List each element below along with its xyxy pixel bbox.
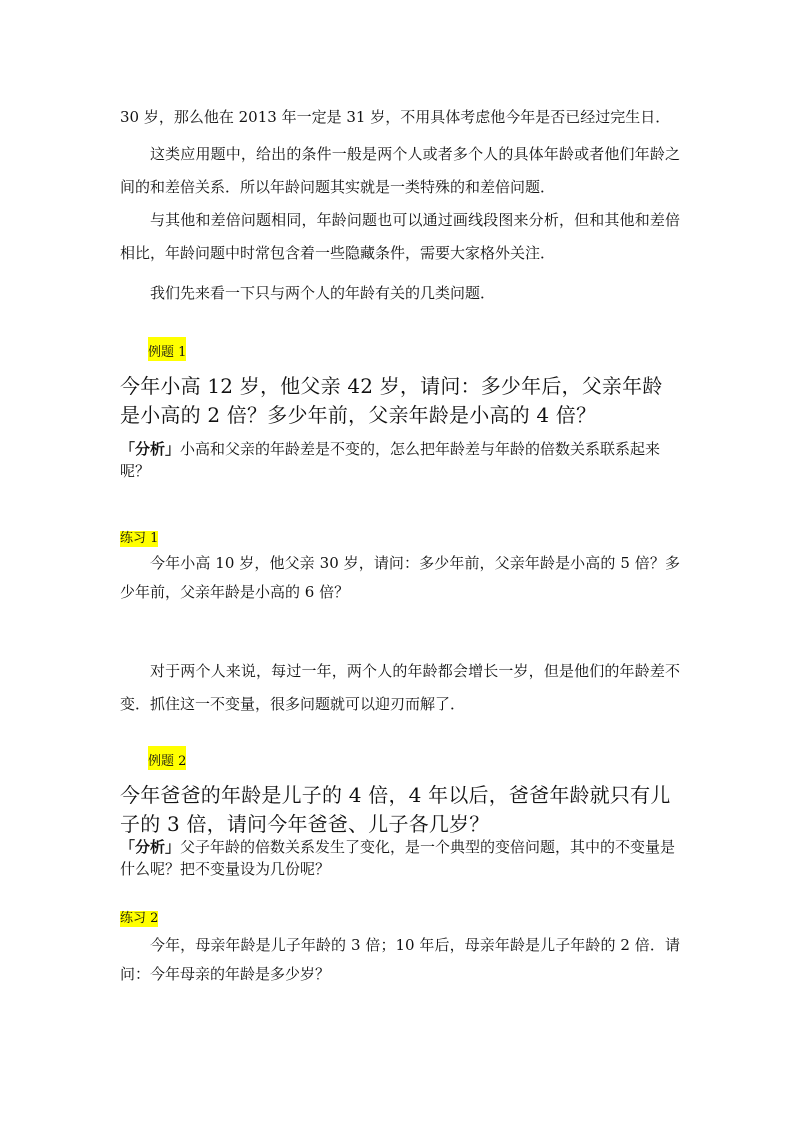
example-1-question: 今年小高 12 岁，他父亲 42 岁，请问：多少年后，父亲年龄是小高的 2 倍？多少年前，父亲年龄是小高的 4 倍？ [120,374,663,427]
example-1-analysis [120,438,680,482]
example-2-label: 例题 2 [148,746,186,770]
practice-1-text: 今年小高 10 岁，他父亲 30 岁，请问：多少年前，父亲年龄是小高的 5 倍？多少年前，父亲年龄是小高的 6 倍？ [120,554,680,601]
example-1-label: 例题 1 [148,337,186,361]
analysis-text: 父子年龄的倍数关系发生了变化，是一个典型的变倍问题，其中的不变量是什么呢？把不变量设为几份呢？ [120,838,676,878]
middle-paragraph: 对于两个人来说，每过一年，两个人的年龄都会增长一岁，但是他们的年龄差不变．抓住这一不变量，很多问题就可以迎刃而解了． [120,662,680,713]
practice-2-text: 今年，母亲年龄是儿子年龄的 3 倍；10 年后，母亲年龄是儿子年龄的 2 倍．请问：今年母亲的年龄是多少岁？ [120,936,680,983]
intro-paragraph-2: 这类应用题中，给出的条件一般是两个人或者多个人的具体年龄或者他们年龄之间的和差倍关系．所以年龄问题其实就是一类特殊的和差倍问题． [120,145,680,196]
practice-1-label: 练习 1 [120,531,159,546]
example-2-question: 今年爸爸的年龄是儿子的 4 倍，4 年以后，爸爸年龄就只有儿子的 3 倍，请问今年爸爸、儿子各几岁？ [120,783,671,836]
practice-2-label: 练习 2 [120,911,159,926]
analysis-tag: 「分析」 [120,440,181,458]
intro-paragraph-1: 30 岁，那么他在 2013 年一定是 31 岁，不用具体考虑他今年是否已经过完生日． [120,108,671,126]
analysis-text: 小高和父亲的年龄差是不变的，怎么把年龄差与年龄的倍数关系联系起来呢？ [120,440,661,480]
analysis-tag: 「分析」 [120,838,181,856]
intro-paragraph-4: 我们先来看一下只与两个人的年龄有关的几类问题． [150,284,496,302]
intro-paragraph-3: 与其他和差倍问题相同，年龄问题也可以通过画线段图来分析，但和其他和差倍相比，年龄问题中时常包含着一些隐藏条件，需要大家格外关注． [120,211,680,262]
example-2-analysis [120,836,680,880]
